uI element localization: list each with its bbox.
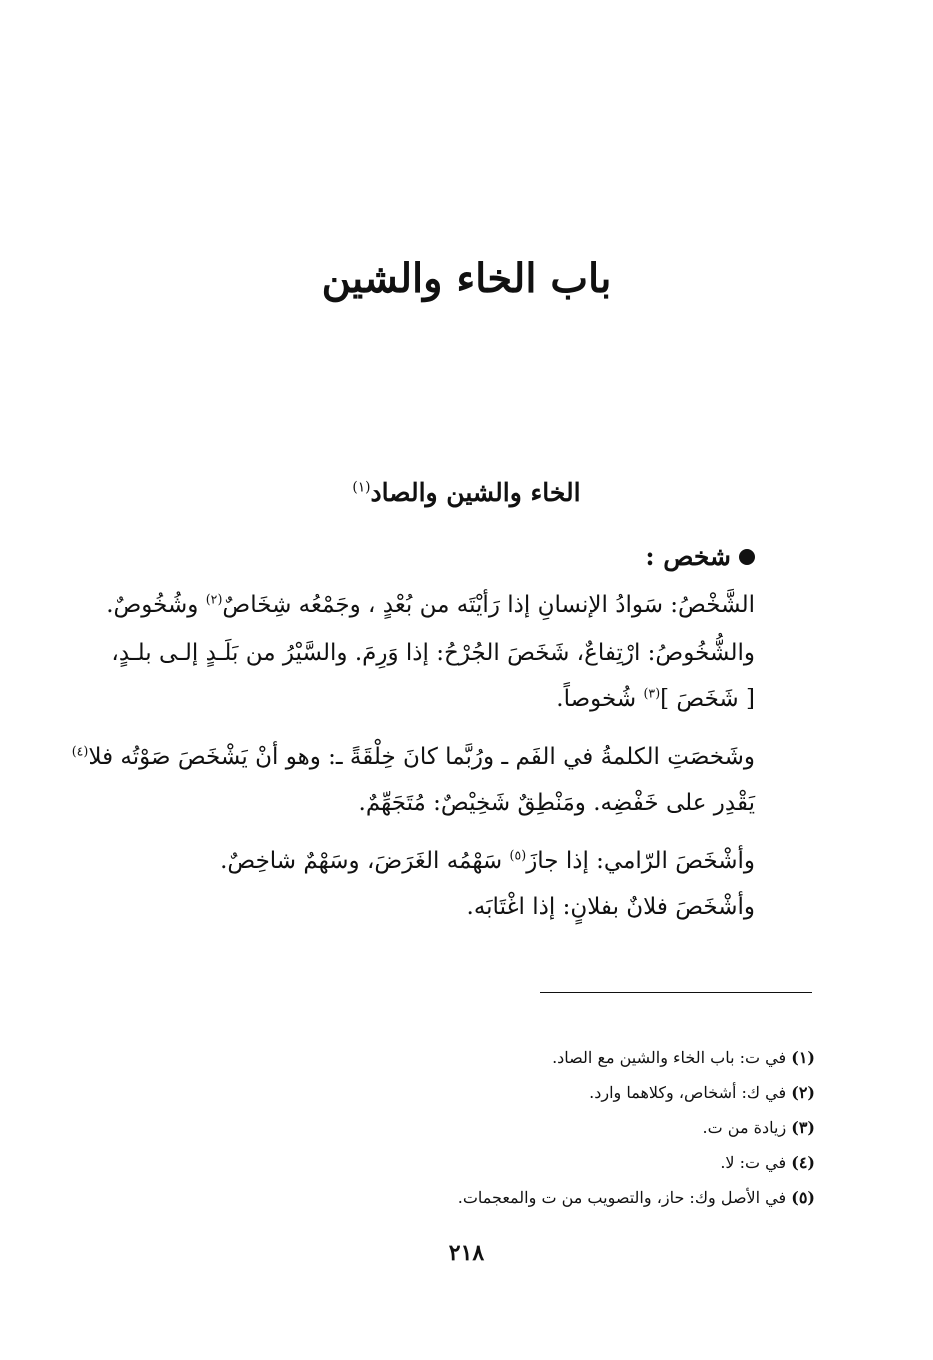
paragraph-2-line-2: [111, 676, 755, 722]
footnote-text: في ت: لا.: [720, 1153, 792, 1172]
footnote-text: في ت: باب الخاء والشين مع الصاد.: [552, 1048, 792, 1067]
footnote-number: (١): [791, 1048, 815, 1067]
section-title: [0, 478, 933, 507]
paragraph-4-line-1: [220, 838, 755, 884]
entry-headword: [645, 542, 755, 571]
paragraph-3-line-2: يَقْدِر على خَفْضِه. ومَنْطِقٌ شَخِيْصٌ: مُتَجَهِّمٌ.: [358, 790, 755, 816]
bullet-icon: [739, 549, 755, 565]
paragraph-3-line-1: [72, 734, 755, 780]
footnote-divider: [540, 992, 812, 993]
paragraph-1-text-a: الشَّخْصُ: سَوادُ الإنسانِ إذا رَأيْتَه من بُعْدٍ ، وجَمْعُه شِخَاصٌ: [222, 592, 755, 618]
footnote-ref-5[interactable]: (٥): [509, 847, 527, 863]
paragraph-2-line-1: والشُّخُوصُ: ارْتِفاعٌ، شَخَصَ الجُرْحُ: إذا وَرِمَ. والسَّيْرُ من بَلَـدٍ إلـى بلـدٍ،: [111, 640, 755, 666]
footnote-4: [315, 1145, 815, 1180]
footnote-text: في ك: أشخاص، وكلاهما وارد.: [589, 1083, 792, 1102]
paragraph-1: [106, 582, 755, 628]
paragraph-3: [72, 734, 755, 826]
paragraph-4-text-a: وأشْخَصَ الرّامي: إذا جازَ: [526, 848, 755, 874]
footnote-ref-2[interactable]: (٢): [205, 591, 223, 607]
footnote-number: (٤): [791, 1153, 815, 1172]
chapter-title: باب الخاء والشين: [321, 255, 612, 302]
footnote-ref-3[interactable]: (٣): [643, 685, 661, 701]
footnote-text: زيادة من ت.: [702, 1118, 792, 1137]
footnote-3: [315, 1110, 815, 1145]
footnote-5: [315, 1180, 815, 1215]
paragraph-4-line-2: وأشْخَصَ فلانٌ بفلانٍ: إذا اغْتَابَه.: [466, 894, 755, 920]
footnote-1: [315, 1040, 815, 1075]
paragraph-2: [111, 630, 755, 722]
footnote-2: [315, 1075, 815, 1110]
section-footnote-ref[interactable]: (١): [352, 479, 371, 496]
paragraph-1-line-1: [106, 582, 755, 628]
paragraph-2-text-a: [ شَخَصَ ]: [660, 686, 755, 712]
paragraph-2-text-b: شُخوصاً.: [556, 686, 644, 712]
paragraph-3-text-a: وشَخصَتِ الكلمةُ في الفَم ـ ورُبَّما كانَ خِلْقَةً ـ: وهو أنْ يَشْخَصَ صَوْتُه فلا: [88, 744, 755, 770]
footnote-text: في الأصل وك: حاز، والتصويب من ت والمعجمات.: [457, 1188, 792, 1207]
footnotes: [315, 1040, 815, 1215]
footnote-number: (٢): [791, 1083, 815, 1102]
footnote-number: (٣): [791, 1118, 815, 1137]
footnote-ref-4[interactable]: (٤): [71, 743, 89, 759]
paragraph-4-text-b: سَهْمُه الغَرَضَ، وسَهْمٌ شاخِصٌ.: [220, 848, 510, 874]
headword-text: شخص :: [645, 542, 731, 571]
page-number: ٢١٨: [448, 1240, 485, 1266]
footnote-number: (٥): [791, 1188, 815, 1207]
section-title-text: الخاء والشين والصاد: [370, 478, 581, 507]
paragraph-1-text-b: وشُخُوصٌ.: [106, 592, 206, 618]
paragraph-4: [220, 838, 755, 930]
